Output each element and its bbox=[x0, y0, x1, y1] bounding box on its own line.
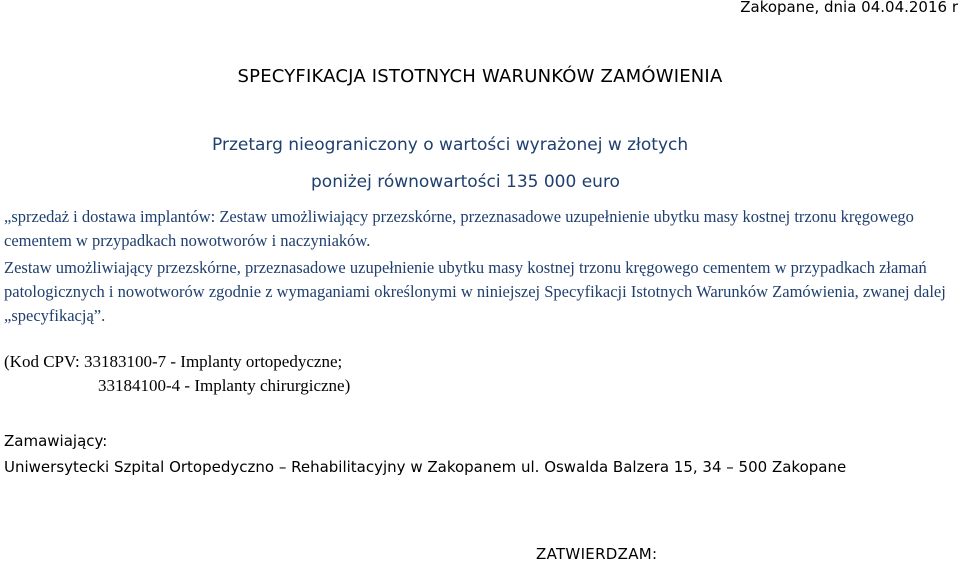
cpv-code-line-2: 33184100-4 - Implanty chirurgiczne) bbox=[98, 376, 351, 395]
cpv-code-line-1: (Kod CPV: 33183100-7 - Implanty ortopedyczne; bbox=[4, 352, 343, 371]
tender-type-subtitle: Przetarg nieograniczony o wartości wyrażonej w złotych bbox=[212, 135, 689, 155]
document-title: SPECYFIKACJA ISTOTNYCH WARUNKÓW ZAMÓWIENIA bbox=[237, 66, 723, 87]
subject-description-paragraph: Zestaw umożliwiający przezskórne, przeznasadowe uzupełnienie ubytku masy kostnej trzonu kręgowego cementem w przypadkach złamań patologicznych i nowotworów zgodnie z wymaganiami określonymi w niniejszej Specyfikacji Istotnych Warunków Zamówienia, zwanej dalej „specyfikacją”. bbox=[4, 258, 946, 325]
approval-label: ZATWIERDZAM: bbox=[536, 545, 658, 563]
tender-value-subtitle: poniżej równowartości 135 000 euro bbox=[311, 172, 620, 192]
subject-intro-paragraph: „sprzedaż i dostawa implantów: Zestaw umożliwiający przezskórne, przeznasadowe uzupełnienie ubytku masy kostnej trzonu kręgowego cementem w przypadkach nowotworów i naczyniaków. bbox=[4, 207, 914, 250]
buyer-name: Uniwersytecki Szpital Ortopedyczno – Rehabilitacyjny w Zakopanem ul. Oswalda Balzera 15, 34 – 500 Zakopane bbox=[4, 458, 847, 476]
buyer-label: Zamawiający: bbox=[4, 432, 108, 450]
document-date: Zakopane, dnia 04.04.2016 r bbox=[740, 0, 958, 16]
